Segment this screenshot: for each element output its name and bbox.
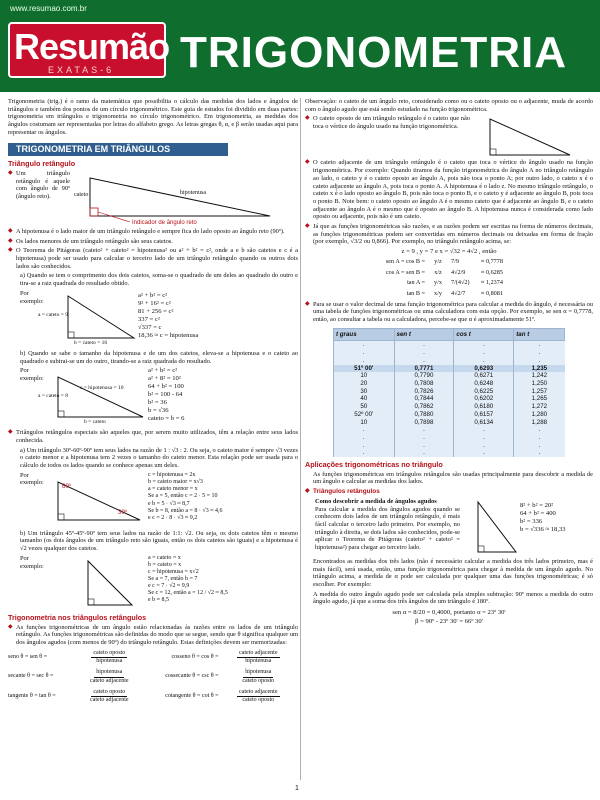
pythagoras-bullet: ◆ O Teorema de Pitágoras (cateto² + cateto² = hipotenusa² ou a² + b² = c², onde a e b são catetos e c é a hipotenusa) pode ser usado para calcular o terceiro lado de um triângulo retângulo quando os outros dois lados são conhecidos.: [8, 247, 298, 270]
table-cell: .: [454, 349, 514, 357]
formula-line: c = hipotenusa = x√2: [148, 568, 199, 575]
page-title: TRIGONOMETRIA: [180, 28, 567, 77]
ratio-num: cateto adjacente: [237, 650, 279, 659]
subheading-ratios: Trigonometria nos triângulos retângulos: [8, 612, 147, 622]
table-cell: .: [514, 434, 565, 442]
app-formulas: [520, 498, 590, 558]
table-cell: .: [514, 442, 565, 450]
calc-val: ≈ 0,6285: [481, 268, 503, 276]
formula-line: a = cateto menor = x: [148, 486, 198, 493]
table-cell: 1,288: [514, 419, 565, 427]
table-row: [334, 380, 565, 388]
table-cell: .: [514, 449, 565, 457]
app-text-2: Encontrados as medidas dos três lados (não é necessário calcular a medida dos três lados primeiro, mas é mais fácil), será usada, então, uma função trigonométrica para chegar à medida de um ângulo agudo. No triângulo acima, a medida de α pode ser calculada por qualquer uma das funções trigonométricas; é só escolher. Por exemplo:: [313, 557, 593, 588]
formula-line: 64 + b² = 100: [148, 383, 184, 391]
table-header-row: [334, 328, 565, 341]
calc-val: ≈ 0,8081: [481, 289, 503, 297]
pythagoras-example-a: [8, 290, 298, 350]
table-cell: 30: [334, 388, 395, 396]
table-cell: .: [514, 426, 565, 434]
ratio-name: cosseno θ = cos θ =: [171, 654, 219, 661]
formula-line: 9² + 16² = c²: [138, 299, 171, 307]
table-cell: .: [394, 357, 454, 365]
applications-intro: As funções trigonométricas em triângulos retângulos são usadas principalmente para descobrir a medida de um ângulo e calcular as medidas dos lados.: [313, 470, 593, 486]
opposite-bullet: ◆ O cateto oposto de um triângulo retângulo é o cateto que não toca o vértice do ângulo usado na função trigonométrica.: [305, 115, 470, 130]
calc-rhs: 4√2/7: [451, 289, 466, 297]
calc-mid: x/z: [434, 268, 442, 276]
logo-text: Resumão: [14, 26, 170, 67]
calc-row: [365, 258, 593, 266]
table-cell: .: [394, 341, 454, 349]
table-body: [334, 341, 565, 457]
formula-line: β = 90º - 23º 30' = 66º 30': [415, 618, 483, 626]
calc-lhs: tan B =: [406, 289, 425, 297]
page-number: 1: [295, 785, 299, 792]
table-row: [334, 434, 565, 442]
ratio-den: cateto oposto: [242, 697, 275, 704]
ratio-fraction: [222, 669, 295, 685]
table-cell: 0,7771: [394, 365, 454, 373]
table-cell: 1,242: [514, 372, 565, 380]
opposite-block: [305, 115, 593, 159]
section-heading-triangles: TRIGONOMETRIA EM TRIÂNGULOS: [8, 143, 228, 157]
calc-mid: x/y: [434, 289, 442, 297]
table-cell: .: [334, 442, 395, 450]
special-triangles-bullet: ◆ Triângulos retângulos especiais são aqueles que, por serem muito utilizados, têm a relação entre seus lados conhecida.: [8, 429, 298, 444]
formula-line: a² + b² = c²: [138, 291, 168, 299]
table-row: [334, 388, 565, 396]
formula-line: 8² + b² = 20²: [520, 501, 554, 509]
table-row: [334, 411, 565, 419]
table-cell: 40: [334, 395, 395, 403]
table-header: sen t: [394, 328, 454, 341]
table-cell: 0,6157: [454, 411, 514, 419]
table-row: [334, 341, 565, 349]
ratio-num: cateto oposto: [91, 650, 127, 659]
formula-line: e c = 2 · 8 · √3 ≈ 9,2: [148, 514, 198, 521]
ratio-num: cateto oposto: [91, 689, 127, 698]
formula-line: Se a = 5, então c = 2 · 5 = 10: [148, 493, 218, 500]
hypotenuse-bullet: ◆ A hipotenusa é o lado maior de um triângulo retângulo e sempre fica do lado oposto ao ângulo reto (90º).: [8, 228, 298, 236]
ratio-name: cotangente θ = cot θ =: [165, 692, 219, 699]
ratios-decimal-bullet: ◆ Já que as funções trigonométricas são razões, e as razões podem ser escritas na forma de números decimais, as funções trigonométricas podem ser convertidas em números decimais ou deixadas em forma de fração (por exemplo, √3/2 ou 0,866). Por exemplo, no triângulo retângulo acima, se:: [305, 223, 593, 246]
special-example-a: [8, 472, 298, 530]
table-cell: .: [514, 349, 565, 357]
table-cell: 1,257: [514, 388, 565, 396]
ratio-definitions: [8, 650, 298, 705]
angle-example-text: [305, 498, 460, 558]
table-cell: 1,272: [514, 403, 565, 411]
ratio-row: [8, 689, 298, 705]
example-label-sb: Por exemplo:: [20, 554, 44, 570]
angle-example-block: [305, 498, 593, 558]
ratio-row: [8, 669, 298, 685]
ratio-fraction: [222, 689, 295, 705]
table-cell: .: [454, 357, 514, 365]
ratio-fraction: [73, 650, 146, 666]
formula-line: c = hipotenusa = 2x: [148, 471, 196, 478]
formula-line: Se b = 8, então a = 8 · √3 ≈ 4,6: [148, 507, 223, 514]
formula-line: 81 + 256 = c²: [138, 307, 174, 315]
table-cell: 0,7880: [394, 411, 454, 419]
column-divider: [300, 98, 301, 780]
triangle-45-diagram: [48, 555, 148, 611]
trig-values-table: [333, 328, 565, 457]
ratio-den: hipotenusa: [245, 658, 272, 665]
formula-line: b² = 100 - 64: [148, 391, 183, 399]
app-final-formulas: [305, 608, 593, 626]
table-cell: 0,7844: [394, 395, 454, 403]
table-cell: 20: [334, 380, 395, 388]
example-label-a: Por exemplo:: [20, 289, 44, 305]
calc-lhs: cos A = sen B =: [385, 268, 425, 276]
calc-rhs: 7/9: [451, 257, 459, 265]
table-cell: 0,6271: [454, 372, 514, 380]
label-b-c: c = hipotenusa = 10: [80, 385, 124, 392]
formula-line: b = cateto = x: [148, 561, 182, 568]
right-triangle-figure: [70, 170, 290, 228]
intro-paragraph: Trigonometria (trig.) é o ramo da matemática que possibilita o cálculo das medidas dos lados e ângulos de triângulos e também dos pontos de um círculo trigonométrico. Este guia de estudos foi dividido em duas partes: trigonometria em triângulos e trigonometria no círculo trigonométrico. Em trigonometria, as medidas dos ângulos costumam ser representadas por letras do alfabeto grego. As letras gregas θ, α, e β serão usadas aqui para representar os ângulos.: [8, 98, 298, 136]
abxyz-triangle-figure: [470, 115, 590, 159]
ratio-num: hipotenusa: [243, 669, 273, 678]
triangle-30-60-figure: [48, 472, 148, 530]
table-cell: 10: [334, 419, 395, 427]
ratio-fraction: [73, 669, 146, 685]
calc-val: ≈ 0,7778: [481, 257, 503, 265]
formula-line: cateto = b = 6: [148, 415, 185, 423]
table-cell: .: [394, 442, 454, 450]
triangle-45-figure: [48, 555, 148, 611]
calc-mid: y/z: [434, 257, 442, 265]
table-cell: 1,250: [514, 380, 565, 388]
table-cell: 1,280: [514, 411, 565, 419]
ratio-name: cossecante θ = csc θ =: [165, 673, 219, 680]
special-example-b: [8, 555, 298, 611]
pythagoras-case-b: b) Quando se sabe o tamanho da hipotenusa e de um dos catetos, eleva-se a hipotenusa e o cateto ao quadrado e subtrai-se um do outro, tirando-se a raiz quadrada do resultado.: [20, 349, 298, 365]
adjacent-bullet: ◆ O cateto adjacente de um triângulo retângulo é o cateto que toca o vértice do ângulo usado na função trigonométrica. Por exemplo: Quando tiramos da função trigonométrica do ângulo A no triângulo retângulo ao lado, o cateto y é o cateto oposto ao ângulo A, pois não toca o ponto A; por outro lado, o cateto x é o cateto adjacente ao ângulo A, pois toca o ponto A. A hipotenusa é o lado z. No mesmo triângulo retângulo, o cateto x é o lado oposto ao ângulo B, pois não toca o ponto B, e o cateto y é adjacente ao ângulo B, pois toca o ponto B. Note bem: o cateto oposto ao ângulo A é o mesmo cateto que é adjacente ao ângulo B, e o cateto adjacente ao ângulo A é o mesmo que é oposto ao ângulo B. A hipotenusa nunca é considerada como lado oposto ou adjacente, pois não é um cateto.: [305, 159, 593, 221]
formulas-special-b: [148, 555, 288, 611]
applications-subheading: ◆ Triângulos retângulos: [305, 488, 593, 496]
table-cell: .: [394, 426, 454, 434]
table-row: [334, 426, 565, 434]
ratio-name: secante θ = sec θ =: [8, 673, 54, 680]
app-text-3: A medida do outro ângulo agudo pode ser calculada pela simples subtração: 90º menos a medida do outro ângulo agudo, já que a soma dos três ângulos de um triângulo é 180º.: [313, 590, 593, 606]
obs-block: [305, 98, 593, 115]
table-header: tan t: [514, 328, 565, 341]
formulas-special-a: [148, 472, 288, 530]
table-cell: .: [454, 426, 514, 434]
table-cell: 10: [334, 372, 395, 380]
table-cell: 50: [334, 403, 395, 411]
lookup-bullet: ◆ Para se usar o valor decimal de uma função trigonométrica para calcular a medida do ângulo, é necessária ou uma tabela de funções trigonométricas ou uma calculadora com esta opção. Por exemplo, se sen α = 0,7778, então, ao consultar a tabela ou a calculadora, percebe-se que α é aproximadamente 51º.: [305, 301, 593, 324]
pythagoras-case-a: a) Quando se tem o comprimento dos dois catetos, soma-se o quadrado de um deles ao quadrado do outro e tira-se a raiz quadrada do resultado obtido.: [20, 272, 298, 288]
table-row: [334, 349, 565, 357]
table-cell: .: [514, 341, 565, 349]
formula-line: Se c = 12, então a = 12 / √2 ≈ 8,5: [148, 589, 228, 596]
formula-line: 64 + b² = 400: [520, 509, 556, 517]
ratio-den: cateto oposto: [242, 677, 275, 684]
formula-line: 337 = c²: [138, 315, 160, 323]
table-cell: .: [454, 341, 514, 349]
angle-60-label: 60º: [62, 483, 71, 490]
ratio-den: cateto adjacente: [90, 677, 129, 684]
subheading-right-triangle: Triângulo retângulo: [8, 159, 76, 169]
table-cell: 1,235: [514, 365, 565, 373]
table-cell: .: [334, 449, 395, 457]
table-cell: .: [394, 449, 454, 457]
formula-line: b = √36: [148, 407, 169, 415]
table-row: [334, 395, 565, 403]
label-b-a: a = cateto = 8: [38, 393, 69, 400]
formula-line: 18,36 ≈ c = hipotenusa: [138, 331, 199, 339]
table-cell: 0,7808: [394, 380, 454, 388]
logo-subtitle: EXATAS-6: [48, 65, 115, 75]
table-cell: .: [454, 449, 514, 457]
brand-logo: [8, 22, 170, 78]
rt-indicator-label: Indicador de ângulo reto: [132, 219, 197, 226]
table-row: [334, 419, 565, 427]
pythagoras-example-b: [8, 367, 298, 429]
formulas-a: [138, 290, 248, 350]
formula-line: b² = 336: [520, 517, 543, 525]
calc-rhs: 7/(4√2): [451, 279, 470, 287]
calc-val: ≈ 1,2374: [481, 279, 503, 287]
special-case-b: b) Um triângulo 45º-45º-90º tem seus lados na razão de 1:1: √2. Ou seja, os dois catetos têm o mesmo tamanho (os dois ângulos de um triângulo reto são iguais, então os dois catetos são iguais) e a hipotenusa é √2 vezes qualquer dos catetos.: [20, 529, 298, 553]
opposite-text: [305, 115, 470, 159]
formula-line: √337 = c: [138, 323, 162, 331]
formula-line: sen α = 8/20 = 0,4000, portanto α = 23º 30': [392, 609, 506, 617]
table-cell: 1,265: [514, 395, 565, 403]
table-cell: 0,6293: [454, 365, 514, 373]
alpha-beta-triangle-diagram: [460, 498, 520, 558]
given-values: z = 9 , y = 7 e x = √32 = 4√2 , então: [401, 248, 497, 256]
table-header: cos t: [454, 328, 514, 341]
table-cell: .: [334, 434, 395, 442]
table-row: [334, 372, 565, 380]
ratio-name: seno θ = sen θ =: [8, 654, 48, 661]
right-column: [305, 98, 593, 626]
table-cell: 0,7862: [394, 403, 454, 411]
label-b-cateto: b = cateto = 16: [74, 339, 108, 346]
formula-line: e b = 5 · √3 ≈ 8,7: [148, 500, 190, 507]
table-cell: 0,7790: [394, 372, 454, 380]
formula-line: e b ≈ 8,5: [148, 596, 169, 603]
formula-line: a² + 8² = 10²: [148, 375, 181, 383]
calc-mid: y/x: [434, 279, 442, 287]
example-label-sa: Por exemplo:: [20, 471, 44, 487]
table-cell: 0,6225: [454, 388, 514, 396]
table-row: [334, 365, 565, 373]
table-cell: 0,6248: [454, 380, 514, 388]
rt-definition: ◆ Um triângulo retângulo é aquele com ângulo de 90º (ângulo reto).: [8, 170, 70, 226]
right-triangle-block: [8, 170, 298, 228]
special-case-a: a) Um triângulo 30º-60º-90º tem seus lados na razão de 1 : √3 : 2. Ou seja, o cateto maior é sempre √3 vezes o cateto menor e a hipotenusa tem 2 vezes o tamanho do cateto menor. Esta relação pode ser usada para o cálculo de todos os lados quando se conhece apenas um deles.: [20, 446, 298, 470]
ratio-fraction: [222, 650, 295, 666]
catetos-bullet: ◆ Os lados menores de um triângulo retângulo são seus catetos.: [8, 238, 298, 246]
table-cell: 0,6202: [454, 395, 514, 403]
calc-lhs: tan A =: [407, 279, 425, 287]
formula-line: b = √336 ≈ 18,33: [520, 525, 566, 533]
calc-list: [305, 258, 593, 298]
formula-line: a = cateto = x: [148, 554, 181, 561]
triangle-a-figure: [38, 290, 138, 350]
formulas-b: [148, 367, 248, 429]
ratio-den: cateto adjacente: [90, 697, 129, 704]
subheading-applications: Aplicações trigonométricas no triângulo: [305, 460, 443, 470]
triangle-b-figure: [38, 367, 148, 429]
table-cell: .: [454, 434, 514, 442]
calc-row: [365, 269, 593, 277]
calc-row: [365, 279, 593, 287]
ratio-num: hipotenusa: [94, 669, 124, 678]
table-cell: .: [394, 434, 454, 442]
calc-rhs: 4√2/9: [451, 268, 466, 276]
site-url[interactable]: www.resumao.com.br: [10, 4, 87, 13]
rt-hypotenuse-label: hipotenusa: [180, 189, 206, 196]
label-a-cateto: a = cateto = 9: [38, 311, 69, 318]
formula-line: e c = 7 · √2 ≈ 9,9: [148, 582, 190, 589]
formula-line: a² + b² = c²: [148, 367, 178, 375]
table-row: [334, 449, 565, 457]
formula-line: b = cateto maior = x√3: [148, 478, 203, 485]
table-cell: 0,6180: [454, 403, 514, 411]
table-cell: .: [334, 349, 395, 357]
abxyz-triangle-diagram: [470, 115, 590, 159]
alpha-beta-triangle-figure: [460, 498, 520, 558]
how-to-text: Para calcular a medida dos ângulos agudos quando se conhecem dois lados de um triângulo retângulo, é mais fácil calcular o terceiro lado primeiro. Por exemplo, no triângulo à direita, se dois lados são conhecidos, pode-se aplicar o Teorema de Pitágoras (cateto² + cateto² = hipotenusa²) para chegar ao terceiro lado.: [315, 505, 460, 552]
table-cell: .: [334, 426, 395, 434]
table-cell: 0,7826: [394, 388, 454, 396]
header-banner: [0, 0, 600, 92]
table-cell: .: [394, 349, 454, 357]
ratios-bullet: ◆ As funções trigonométricas de um ângulo estão relacionadas às razões entre os lados de um triângulo retângulo. As funções trigonométricas são definidas do modo que se segue, sendo que θ significa qualquer um dos ângulos agudos (com menos de 90º) do triângulo retângulo. Estas definições devem ser memorizadas:: [8, 624, 298, 647]
obs-paragraph: Observação: o cateto de um ângulo reto, considerado como ou o cateto oposto ou o adjacente, muda de acordo com o ângulo agudo que está sendo estudado na função trigonométrica.: [305, 98, 593, 113]
table-cell: 52º 00': [334, 411, 395, 419]
table-row: [334, 403, 565, 411]
table-cell: .: [514, 357, 565, 365]
ratio-fraction: [73, 689, 146, 705]
left-column: [8, 98, 298, 708]
table-cell: 0,6134: [454, 419, 514, 427]
table-cell: .: [334, 341, 395, 349]
table-row: [334, 357, 565, 365]
table-cell: 0,7898: [394, 419, 454, 427]
how-to-heading: Como descobrir a medida de ângulos agudos: [315, 497, 437, 505]
ratio-name: tangente θ = tan θ =: [8, 692, 56, 699]
ratio-row: [8, 650, 298, 666]
table-cell: 51º 00': [334, 365, 395, 373]
rt-cateto-label: cateto: [74, 191, 89, 198]
angle-30-label: 30º: [118, 509, 127, 516]
ratio-den: hipotenusa: [96, 658, 123, 665]
formula-line: b² = 36: [148, 399, 167, 407]
formula-line: Se a = 7, então b = 7: [148, 575, 198, 582]
table-header: t graus: [334, 328, 395, 341]
calc-lhs: sen A = cos B =: [385, 257, 425, 265]
table-cell: .: [454, 442, 514, 450]
table-row: [334, 442, 565, 450]
calc-row: [365, 290, 593, 298]
example-label-b: Por exemplo:: [20, 367, 44, 382]
triangle-30-60-diagram: [48, 472, 148, 528]
table-cell: .: [334, 357, 395, 365]
label-b-b: b = cateto: [84, 419, 106, 426]
ratio-num: cateto adjacente: [237, 689, 279, 698]
